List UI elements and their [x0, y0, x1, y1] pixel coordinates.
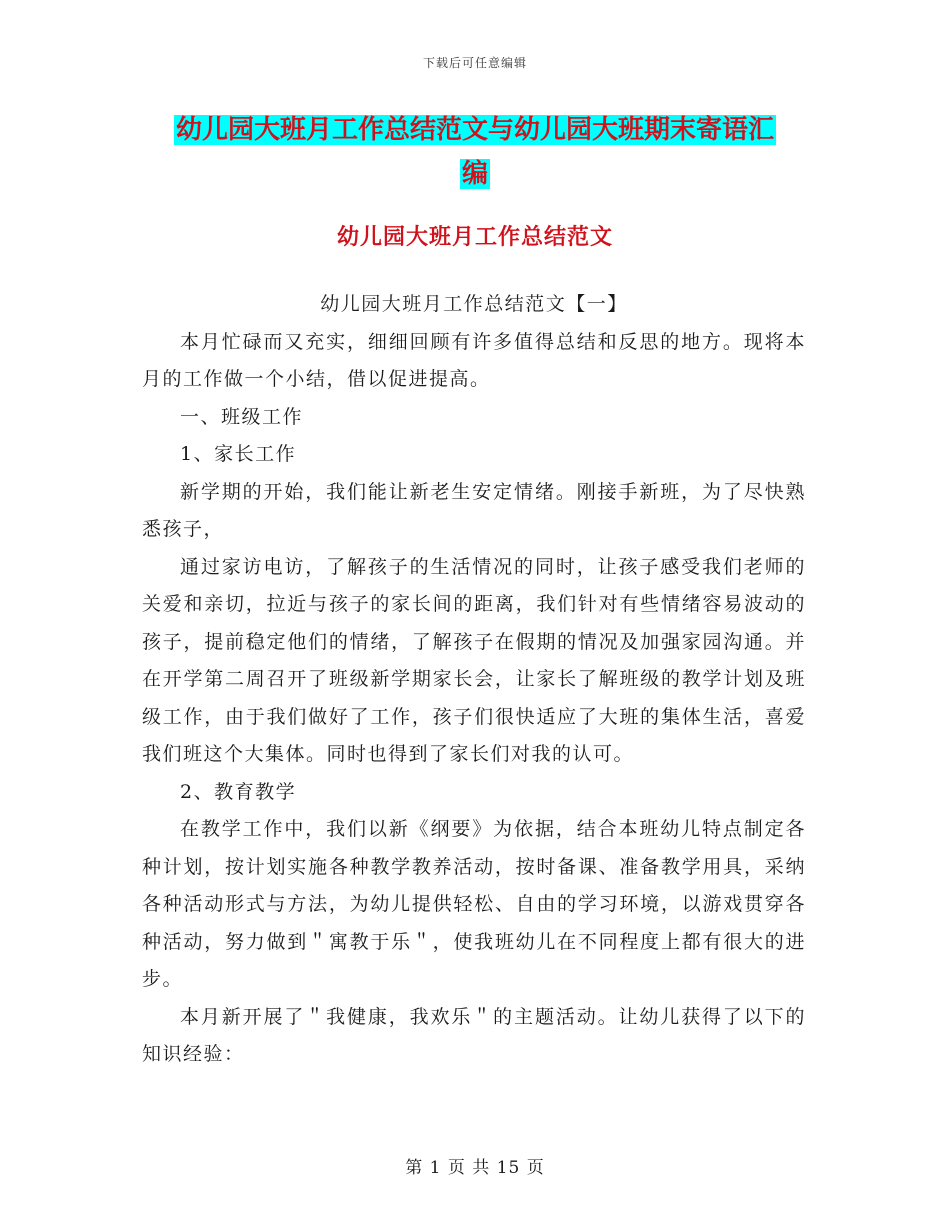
- title-line-2: 编: [461, 159, 488, 189]
- document-body: [142, 286, 806, 1074]
- paragraph: 本月新开展了＂我健康，我欢乐＂的主题活动。让幼儿获得了以下的知识经验：: [142, 1005, 806, 1065]
- title-line-1: 幼儿园大班月工作总结范文与幼儿园大班期末寄语汇: [175, 115, 774, 145]
- subtitle: 幼儿园大班月工作总结范文【一】: [320, 293, 628, 315]
- paragraph: 新学期的开始，我们能让新老生安定情绪。刚接手新班，为了尽快熟悉孩子，: [142, 480, 806, 540]
- page-header-note: 下载后可任意编辑: [422, 56, 527, 70]
- paragraph: 通过家访电访，了解孩子的生活情况的同时，让孩子感受我们老师的关爱和亲切，拉近与孩子的家长间的距离，我们针对有些情绪容易波动的孩子，提前稳定他们的情绪，了解孩子在假期的情况及加强家园沟通。并在开学第二周召开了班级新学期家长会，让家长了解班级的教学计划及班级工作，由于我们做好了工作，孩子们很快适应了大班的集体生活，喜爱我们班这个大集体。同时也得到了家长们对我的认可。: [142, 555, 806, 765]
- paragraph: 在教学工作中，我们以新《纲要》为依据，结合本班幼儿特点制定各种计划，按计划实施各种教学教养活动，按时备课、准备教学用具，采纳各种活动形式与方法，为幼儿提供轻松、自由的学习环境，以游戏贯穿各种活动，努力做到＂寓教于乐＂，使我班幼儿在不同程度上都有很大的进步。: [142, 818, 806, 990]
- paragraph: 本月忙碌而又充实，细细回顾有许多值得总结和反思的地方。现将本月的工作做一个小结，借以促进提高。: [142, 330, 806, 390]
- section-title: 幼儿园大班月工作总结范文: [336, 225, 613, 250]
- document-title: [140, 108, 810, 196]
- page-footer: 第 1 页 共 15 页: [405, 1158, 545, 1178]
- heading-class-work: 一、班级工作: [180, 405, 304, 428]
- heading-education: 2、教育教学: [180, 780, 297, 803]
- heading-parent-work: 1、家长工作: [180, 443, 297, 465]
